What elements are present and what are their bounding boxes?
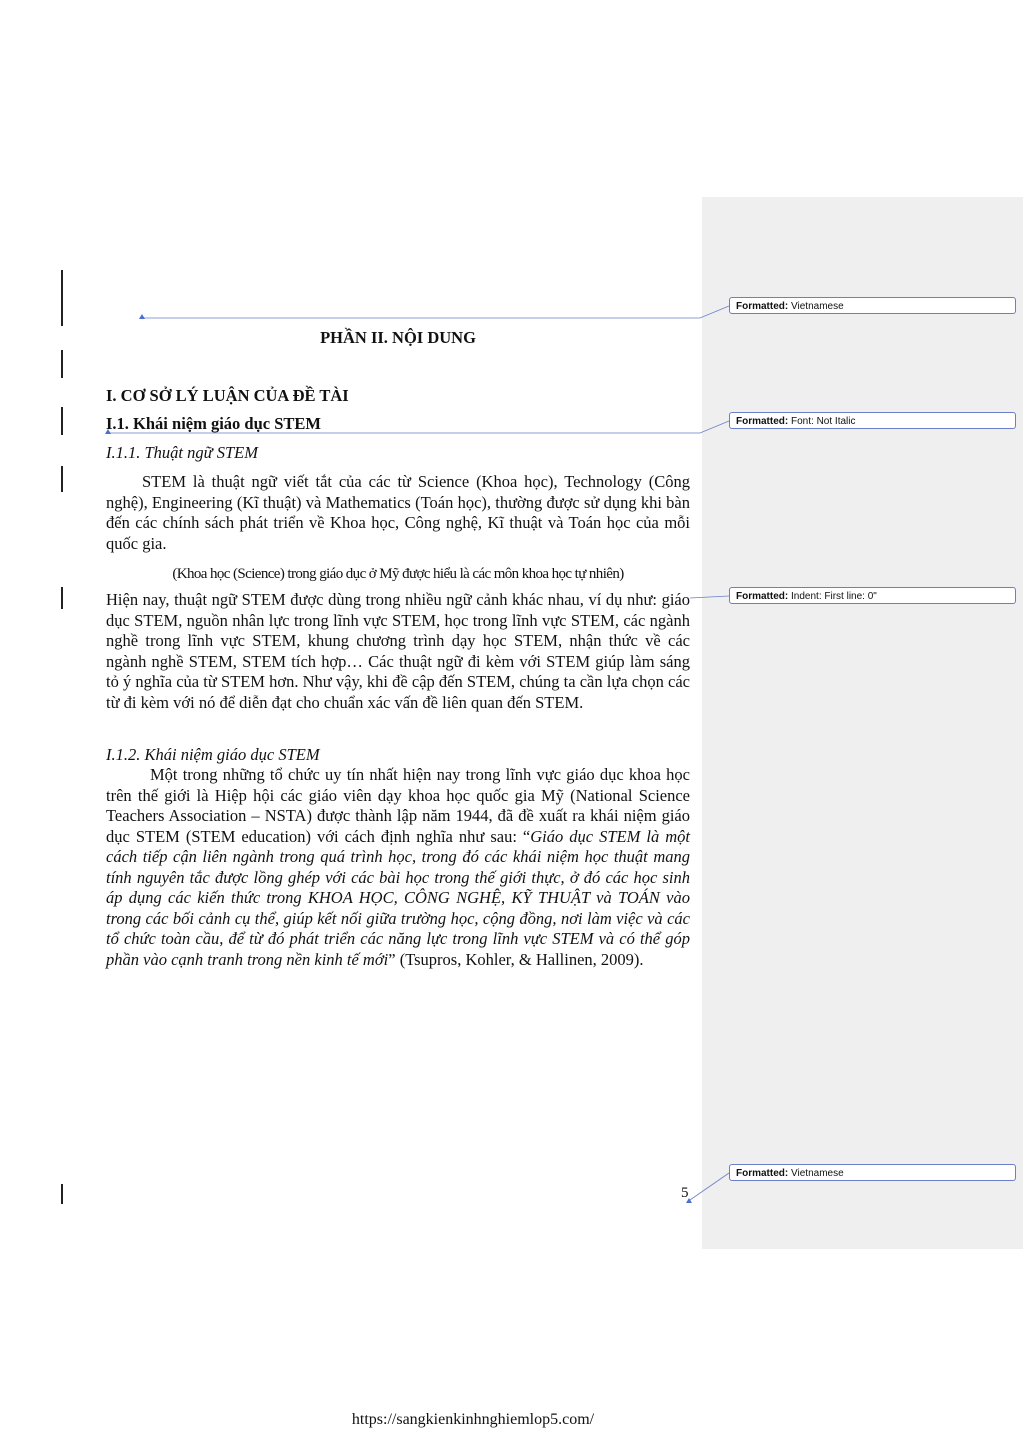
- footer-url[interactable]: https://sangkienkinhnghiemlop5.com/: [351, 1411, 595, 1428]
- balloon-detail: Indent: First line: 0": [791, 591, 877, 602]
- connector-line-3: [690, 596, 729, 598]
- format-anchor-marker: [139, 314, 145, 319]
- connector-line-1: [142, 306, 729, 318]
- format-balloon-font[interactable]: [729, 412, 1016, 429]
- page-number: 5: [681, 1185, 689, 1201]
- format-balloon-vietnamese-footer[interactable]: [729, 1164, 1016, 1181]
- note-science: (Khoa học (Science) trong giáo dục ở Mỹ được hiểu là các môn khoa học tự nhiên): [172, 566, 624, 582]
- term-heading: I.1.1. Thuật ngữ STEM: [106, 443, 259, 462]
- balloon-label: Formatted:: [736, 301, 789, 312]
- part-title: PHẦN II. NỘI DUNG: [320, 328, 476, 347]
- change-bar: [61, 270, 63, 326]
- change-bar: [61, 587, 63, 609]
- concept-heading: I.1.2. Khái niệm giáo dục STEM: [106, 745, 320, 764]
- change-bar: [61, 350, 63, 378]
- connector-line-4: [690, 1173, 729, 1200]
- balloon-label: Formatted:: [736, 416, 789, 427]
- concept-citation-text: ” (Tsupros, Kohler, & Hallinen, 2009).: [388, 949, 644, 969]
- paragraph-usage: Hiện nay, thuật ngữ STEM được dùng trong nhiều ngữ cảnh khác nhau, ví dụ như: giáo dục STEM, nguồn nhân lực trong lĩnh vực STEM, học trong lĩnh vực STEM, các ngành nghề trong lĩnh vực STEM, khung chương trình dạy học STEM, nhận thức về các ngành nghề STEM, STEM tích hợp… Các thuật ngữ đi kèm với STEM giúp làm sáng tỏ ý nghĩa của từ STEM hơn. Như vậy, khi đề cập đến STEM, chúng ta cần lựa chọn các từ đi kèm với nó để diễn đạt cho chuẩn xác vấn đề liên quan đến STEM.: [106, 590, 690, 712]
- section-heading: I. CƠ SỞ LÝ LUẬN CỦA ĐỀ TÀI: [106, 386, 349, 405]
- balloon-detail: Vietnamese: [791, 301, 844, 312]
- paragraph-stem-term: STEM là thuật ngữ viết tắt của các từ Science (Khoa học), Technology (Công nghệ), Engineering (Kĩ thuật) và Mathematics (Toán học), thường được sử dụng khi bàn đến các chính sách phát triển về Khoa học, Công nghệ, Kĩ thuật và Toán học của mỗi quốc gia.: [106, 472, 690, 553]
- concept-quote-text: Giáo dục STEM là một cách tiếp cận liên ngành trong quá trình học, trong đó các khái niệm học thuật mang tính nguyên tắc được lồng ghép với các bài học trong thế giới thực, ở đó các học sinh áp dụng các kiến thức trong KHOA HỌC, CÔNG NGHỆ, KỸ THUẬT và TOÁN vào trong các bối cảnh cụ thể, giúp kết nối giữa trường học, cộng đồng, nơi làm việc và các tổ chức toàn cầu, để từ đó phát triển các năng lực trong lĩnh vực STEM và có thể góp phần vào cạnh tranh trong nền kinh tế mới: [106, 826, 690, 969]
- concept-intro-text: Một trong những tổ chức uy tín nhất hiện nay trong lĩnh vực giáo dục khoa học trên thế giới là Hiệp hội các giáo viên dạy khoa học quốc gia Mỹ (National Science Teachers Association – NSTA) được thành lập năm 1944, đã đề xuất ra khái niệm giáo dục STEM (STEM education) với cách định nghĩa như sau: “: [106, 765, 690, 846]
- balloon-label: Formatted:: [736, 1168, 789, 1179]
- format-balloon-indent[interactable]: [729, 587, 1016, 604]
- balloon-detail: Vietnamese: [791, 1168, 844, 1179]
- subsection-heading: I.1. Khái niệm giáo dục STEM: [106, 414, 321, 433]
- change-bar: [61, 466, 63, 492]
- change-bar: [61, 407, 63, 435]
- paragraph-concept: [106, 765, 690, 970]
- change-bar: [61, 1184, 63, 1204]
- format-balloon-vietnamese[interactable]: [729, 297, 1016, 314]
- balloon-detail: Font: Not Italic: [791, 416, 856, 427]
- balloon-label: Formatted:: [736, 591, 789, 602]
